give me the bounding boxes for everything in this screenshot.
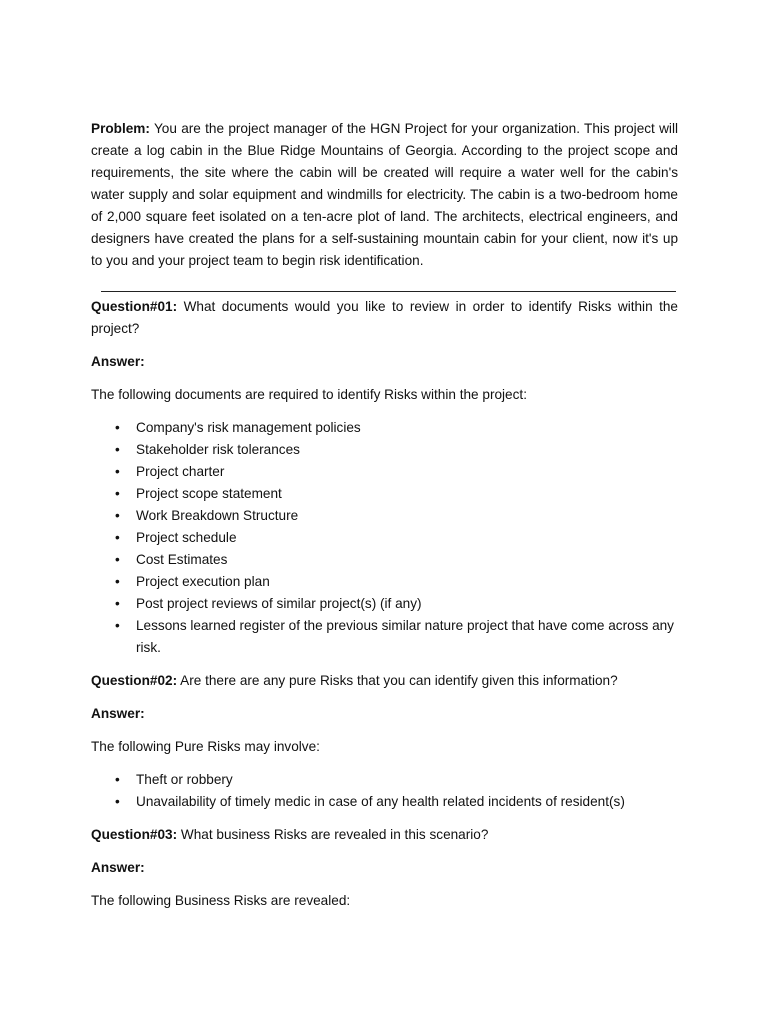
problem-label: Problem:: [91, 121, 150, 136]
list-item-text: Work Breakdown Structure: [136, 508, 299, 523]
list-item-text: Project scope statement: [136, 486, 282, 501]
list-item-text: Unavailability of timely medic in case of any health related incidents of resident(s): [136, 794, 625, 809]
list-item: [91, 549, 678, 571]
bullet-icon: •: [115, 508, 120, 523]
bullet-icon: •: [115, 442, 120, 457]
answer-2-intro: The following Pure Risks may involve:: [91, 739, 320, 754]
list-item: [91, 439, 678, 461]
list-item-text: Post project reviews of similar project(s) (if any): [136, 596, 422, 611]
section-divider: [101, 291, 676, 292]
list-item: [91, 593, 678, 615]
bullet-icon: •: [115, 618, 120, 633]
question-1: [91, 296, 678, 340]
list-item: [91, 505, 678, 527]
list-item: [91, 571, 678, 593]
list-item: [91, 791, 678, 813]
answer-2-label: Answer:: [91, 706, 145, 721]
list-item-text: Stakeholder risk tolerances: [136, 442, 300, 457]
answer-1-label: Answer:: [91, 354, 145, 369]
list-item-text: Project charter: [136, 464, 225, 479]
list-item: [91, 527, 678, 549]
question-3-text: What business Risks are revealed in this scenario?: [177, 827, 489, 842]
question-2-label: Question#02:: [91, 673, 178, 688]
document-page: [91, 118, 678, 912]
list-item-text: Project schedule: [136, 530, 237, 545]
problem-text: You are the project manager of the HGN Project for your organization. This project will create a log cabin in the Blue Ridge Mountains of Georgia. According to the project scope and requirements, the site where the cabin will be created will require a water well for the cabin's water supply and solar equipment and windmills for electricity. The cabin is a two-bedroom home of 2,000 square feet isolated on a ten-acre plot of land. The architects, electrical engineers, and designers have created the plans for a self-sustaining mountain cabin for your client, now it's up to you and your project team to begin risk identification.: [91, 121, 678, 268]
answer-1-list: [91, 417, 678, 659]
bullet-icon: •: [115, 530, 120, 545]
answer-1-intro: The following documents are required to identify Risks within the project:: [91, 387, 527, 402]
list-item: [91, 615, 678, 659]
answer-3-intro: The following Business Risks are revealed:: [91, 893, 351, 908]
question-1-text: What documents would you like to review in order to identify Risks within the project?: [91, 299, 678, 336]
bullet-icon: •: [115, 574, 120, 589]
problem-paragraph: [91, 118, 678, 272]
bullet-icon: •: [115, 596, 120, 611]
bullet-icon: •: [115, 486, 120, 501]
question-3-label: Question#03:: [91, 827, 178, 842]
list-item: [91, 769, 678, 791]
answer-2-list: [91, 769, 678, 813]
list-item-text: Project execution plan: [136, 574, 270, 589]
bullet-icon: •: [115, 772, 120, 787]
bullet-icon: •: [115, 794, 120, 809]
list-item: [91, 461, 678, 483]
list-item: [91, 483, 678, 505]
bullet-icon: •: [115, 552, 120, 567]
list-item-text: Cost Estimates: [136, 552, 228, 567]
question-2-text: Are there are any pure Risks that you can identify given this information?: [177, 673, 618, 688]
question-3: [91, 824, 678, 846]
question-1-label: Question#01:: [91, 299, 178, 314]
question-2: [91, 670, 678, 692]
answer-3-label: Answer:: [91, 860, 145, 875]
list-item-text: Company's risk management policies: [136, 420, 361, 435]
list-item: [91, 417, 678, 439]
list-item-text: Lessons learned register of the previous similar nature project that have come across any risk.: [136, 618, 674, 655]
list-item-text: Theft or robbery: [136, 772, 233, 787]
bullet-icon: •: [115, 420, 120, 435]
bullet-icon: •: [115, 464, 120, 479]
